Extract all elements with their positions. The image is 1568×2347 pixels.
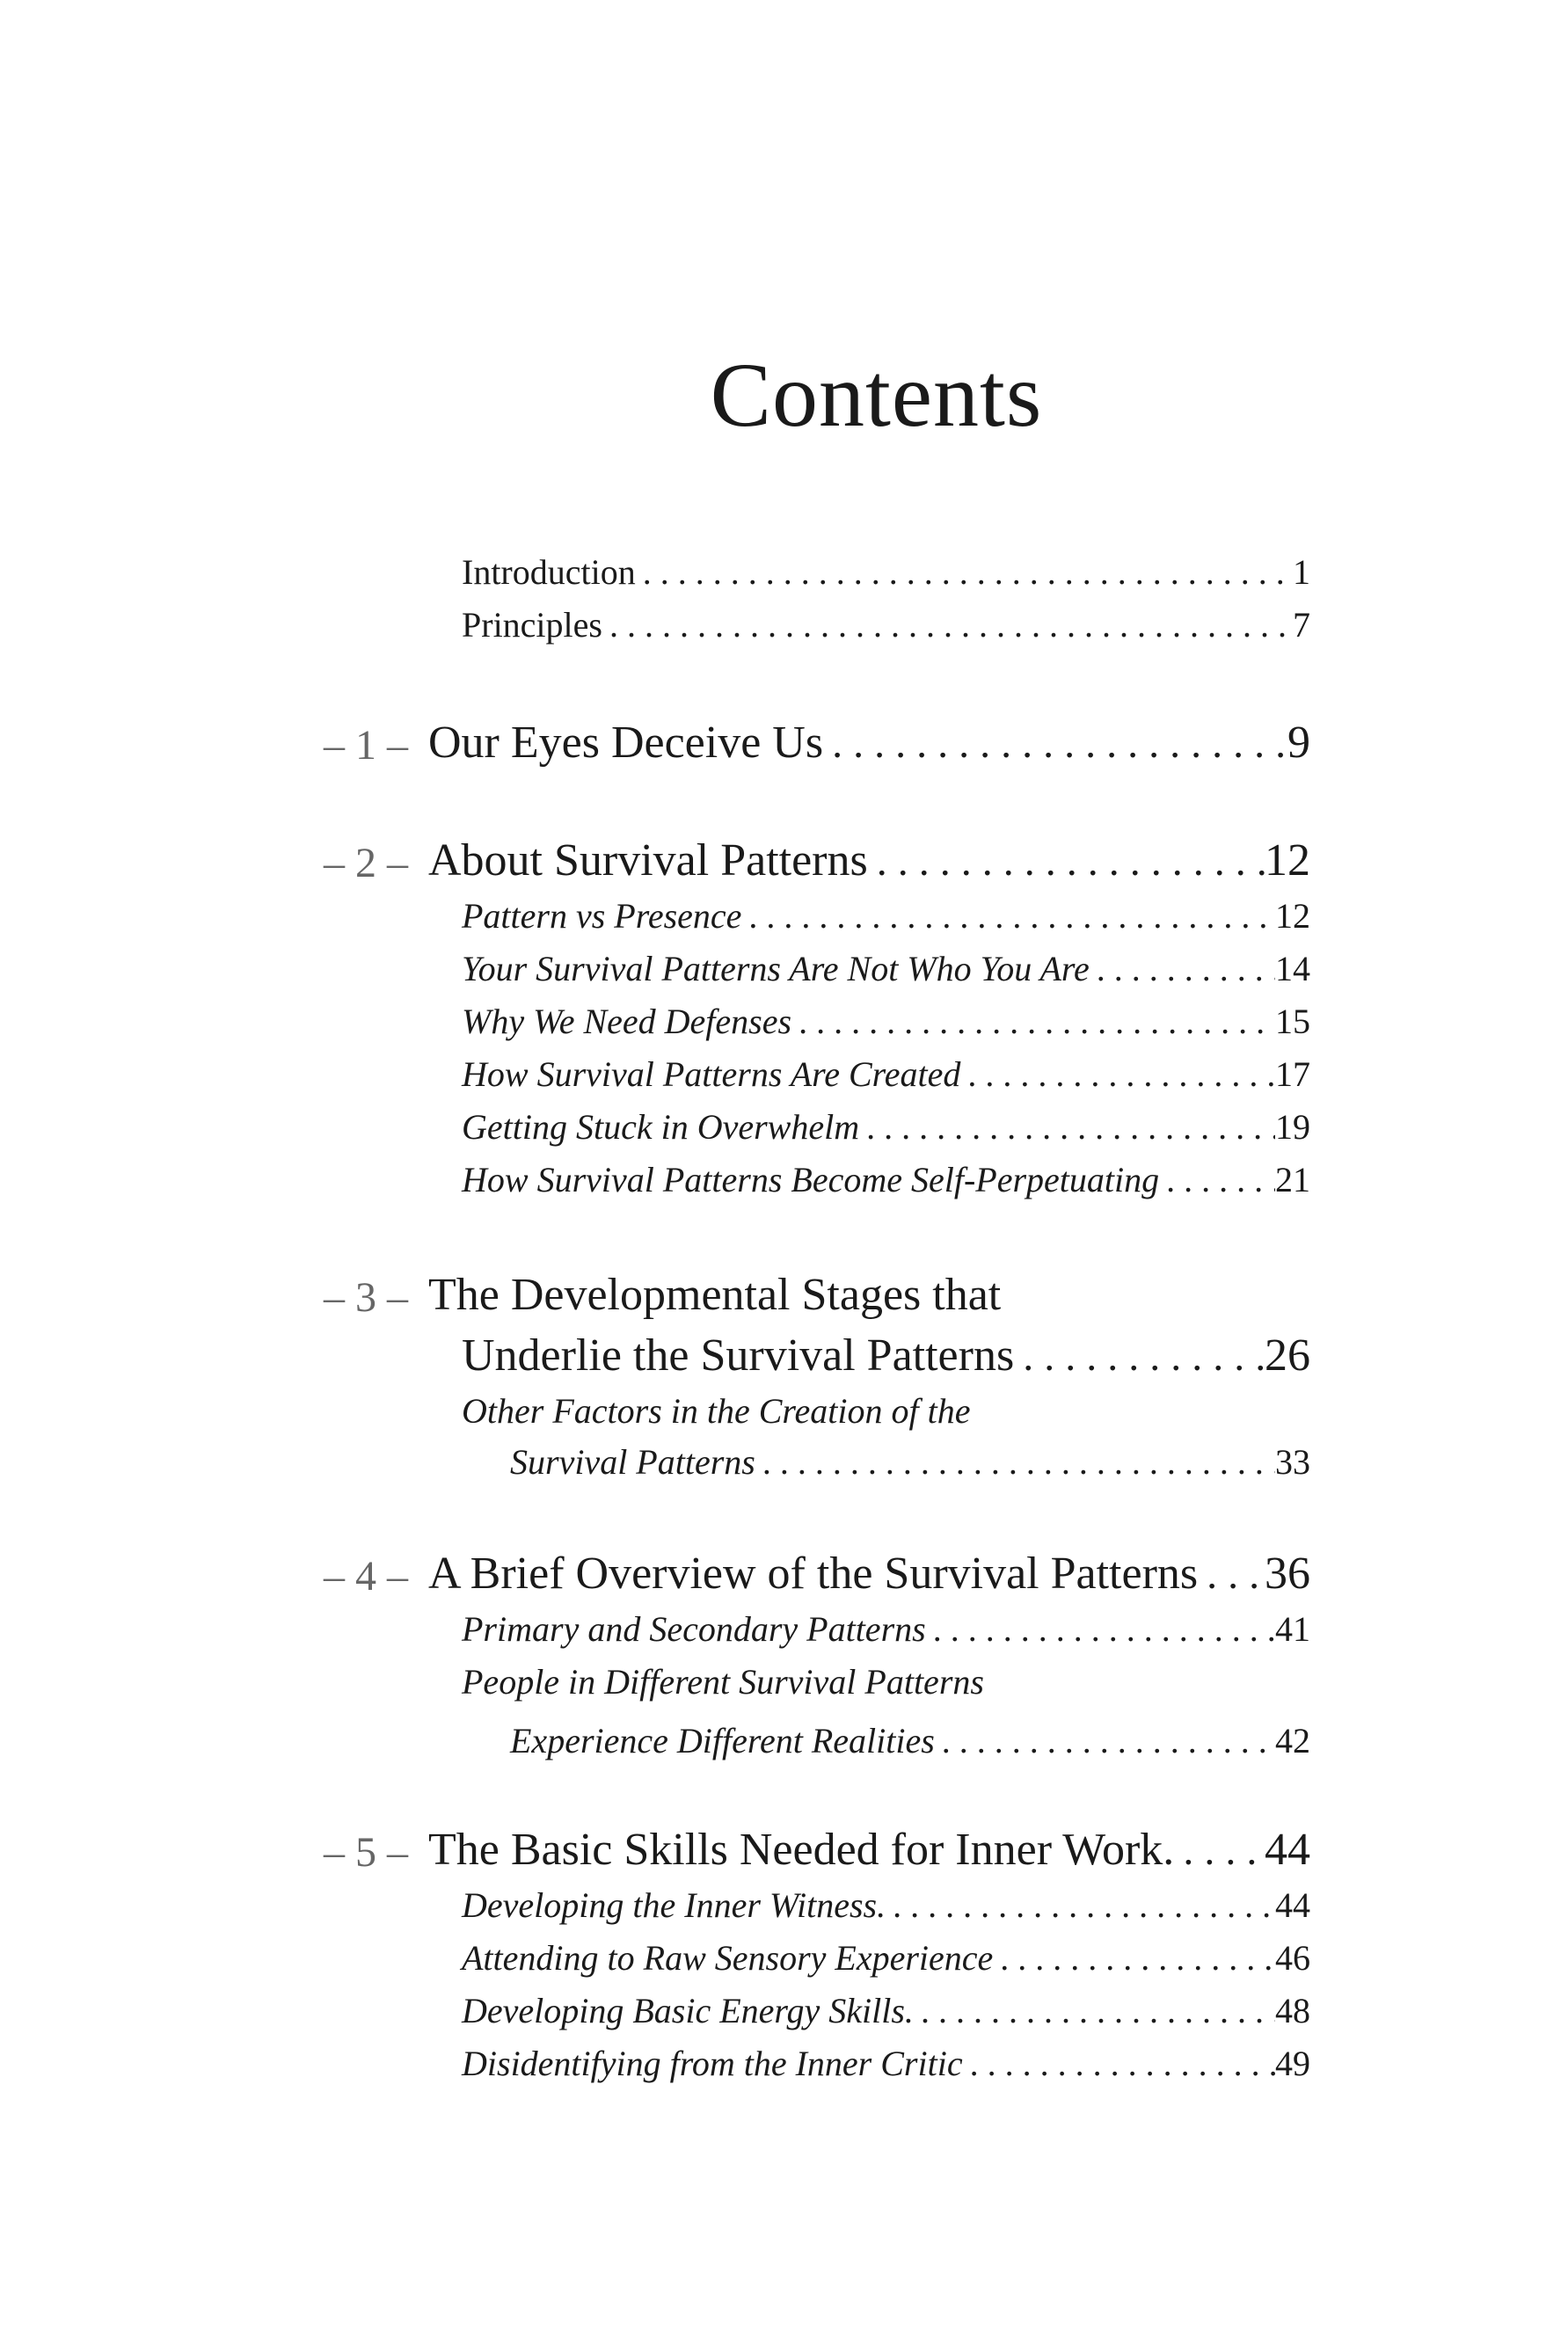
dot-leader xyxy=(963,2042,1275,2086)
section-page: 33 xyxy=(1275,1442,1310,1482)
toc-chapter-5[interactable] xyxy=(428,1822,1310,1879)
dot-leader xyxy=(993,1936,1275,1980)
section-title: Primary and Secondary Patterns xyxy=(462,1609,926,1649)
section-page: 48 xyxy=(1275,1991,1310,2030)
section-title: How Survival Patterns Become Self-Perpetuating xyxy=(462,1160,1160,1199)
toc-section[interactable] xyxy=(462,1607,1310,1651)
section-title-line-2: Survival Patterns xyxy=(510,1442,755,1482)
toc-section[interactable] xyxy=(462,894,1310,938)
section-page: 12 xyxy=(1275,896,1310,936)
section-page: 21 xyxy=(1275,1160,1310,1199)
chapter-number: – 5 – xyxy=(324,1829,408,1876)
chapter-title-line-2: Underlie the Survival Patterns xyxy=(462,1330,1015,1381)
toc-chapter-1[interactable] xyxy=(428,715,1310,772)
dot-leader xyxy=(935,1719,1275,1763)
dot-leader xyxy=(1174,1823,1265,1879)
chapter-page: 26 xyxy=(1265,1330,1310,1381)
dot-leader xyxy=(602,603,1293,647)
section-page: 15 xyxy=(1275,1002,1310,1041)
chapter-title: A Brief Overview of the Survival Patterns xyxy=(428,1549,1199,1599)
entry-title: Principles xyxy=(462,605,602,645)
section-title: Attending to Raw Sensory Experience xyxy=(462,1938,994,1978)
dot-leader xyxy=(960,1053,1275,1097)
page-title: Contents xyxy=(710,345,1043,446)
chapter-title-line-1[interactable]: The Developmental Stages that xyxy=(428,1270,1002,1320)
chapter-number: – 1 – xyxy=(324,722,408,769)
chapter-number: – 2 – xyxy=(324,840,408,886)
section-page: 46 xyxy=(1275,1938,1310,1978)
section-page: 17 xyxy=(1275,1054,1310,1094)
chapter-page: 44 xyxy=(1265,1825,1310,1875)
dot-leader xyxy=(791,1000,1275,1044)
entry-title: Introduction xyxy=(462,552,636,592)
chapter-page: 36 xyxy=(1265,1549,1310,1599)
section-page: 44 xyxy=(1275,1885,1310,1925)
toc-chapter-4[interactable] xyxy=(428,1546,1310,1603)
chapter-title: The Basic Skills Needed for Inner Work. xyxy=(428,1825,1175,1875)
toc-section[interactable] xyxy=(462,1158,1310,1202)
section-page: 49 xyxy=(1275,2044,1310,2083)
section-title: Pattern vs Presence xyxy=(462,896,742,936)
dot-leader xyxy=(1090,947,1275,991)
entry-page: 7 xyxy=(1293,605,1310,645)
dot-leader xyxy=(636,550,1293,594)
dot-leader xyxy=(755,1440,1275,1484)
section-page: 14 xyxy=(1275,949,1310,988)
chapter-page: 12 xyxy=(1265,835,1310,886)
toc-section[interactable] xyxy=(462,1000,1310,1044)
section-page: 41 xyxy=(1275,1609,1310,1649)
chapter-number: – 3 – xyxy=(324,1274,408,1321)
chapter-number: – 4 – xyxy=(324,1553,408,1600)
toc-section[interactable] xyxy=(462,1989,1310,2033)
section-title: Disidentifying from the Inner Critic xyxy=(462,2044,963,2083)
dot-leader xyxy=(1159,1158,1275,1202)
section-page: 19 xyxy=(1275,1107,1310,1147)
dot-leader xyxy=(868,834,1265,890)
dot-leader xyxy=(741,894,1275,938)
section-title: Developing the Inner Witness. xyxy=(462,1885,886,1925)
dot-leader xyxy=(914,1989,1275,2033)
chapter-title: About Survival Patterns xyxy=(428,835,868,886)
chapter-title: Our Eyes Deceive Us xyxy=(428,718,824,768)
toc-section[interactable] xyxy=(462,1884,1310,1928)
toc-chapter-3[interactable] xyxy=(462,1328,1310,1385)
section-title: Your Survival Patterns Are Not Who You Are xyxy=(462,949,1090,988)
section-title: Developing Basic Energy Skills. xyxy=(462,1991,914,2030)
dot-leader xyxy=(1014,1329,1265,1385)
toc-section[interactable] xyxy=(462,1053,1310,1097)
dot-leader xyxy=(823,716,1287,772)
section-title-line-1[interactable]: Other Factors in the Creation of the xyxy=(462,1391,971,1431)
chapter-page: 9 xyxy=(1287,718,1310,768)
section-page: 42 xyxy=(1275,1721,1310,1760)
toc-section[interactable] xyxy=(462,2042,1310,2086)
section-title: How Survival Patterns Are Created xyxy=(462,1054,961,1094)
toc-section[interactable] xyxy=(462,947,1310,991)
section-title: Getting Stuck in Overwhelm xyxy=(462,1107,860,1147)
section-title-line-2: Experience Different Realities xyxy=(510,1721,935,1760)
toc-entry-introduction[interactable] xyxy=(462,550,1310,594)
section-title-line-1[interactable]: People in Different Survival Patterns xyxy=(462,1662,984,1702)
dot-leader xyxy=(859,1105,1275,1149)
dot-leader xyxy=(926,1607,1275,1651)
toc-entry-principles[interactable] xyxy=(462,603,1310,647)
toc-section[interactable] xyxy=(462,1105,1310,1149)
dot-leader xyxy=(1198,1547,1265,1603)
section-title: Why We Need Defenses xyxy=(462,1002,792,1041)
toc-section[interactable] xyxy=(510,1440,1310,1484)
toc-section[interactable] xyxy=(462,1936,1310,1980)
entry-page: 1 xyxy=(1293,552,1310,592)
dot-leader xyxy=(886,1884,1275,1928)
toc-section[interactable] xyxy=(510,1719,1310,1763)
toc-chapter-2[interactable] xyxy=(428,833,1310,890)
